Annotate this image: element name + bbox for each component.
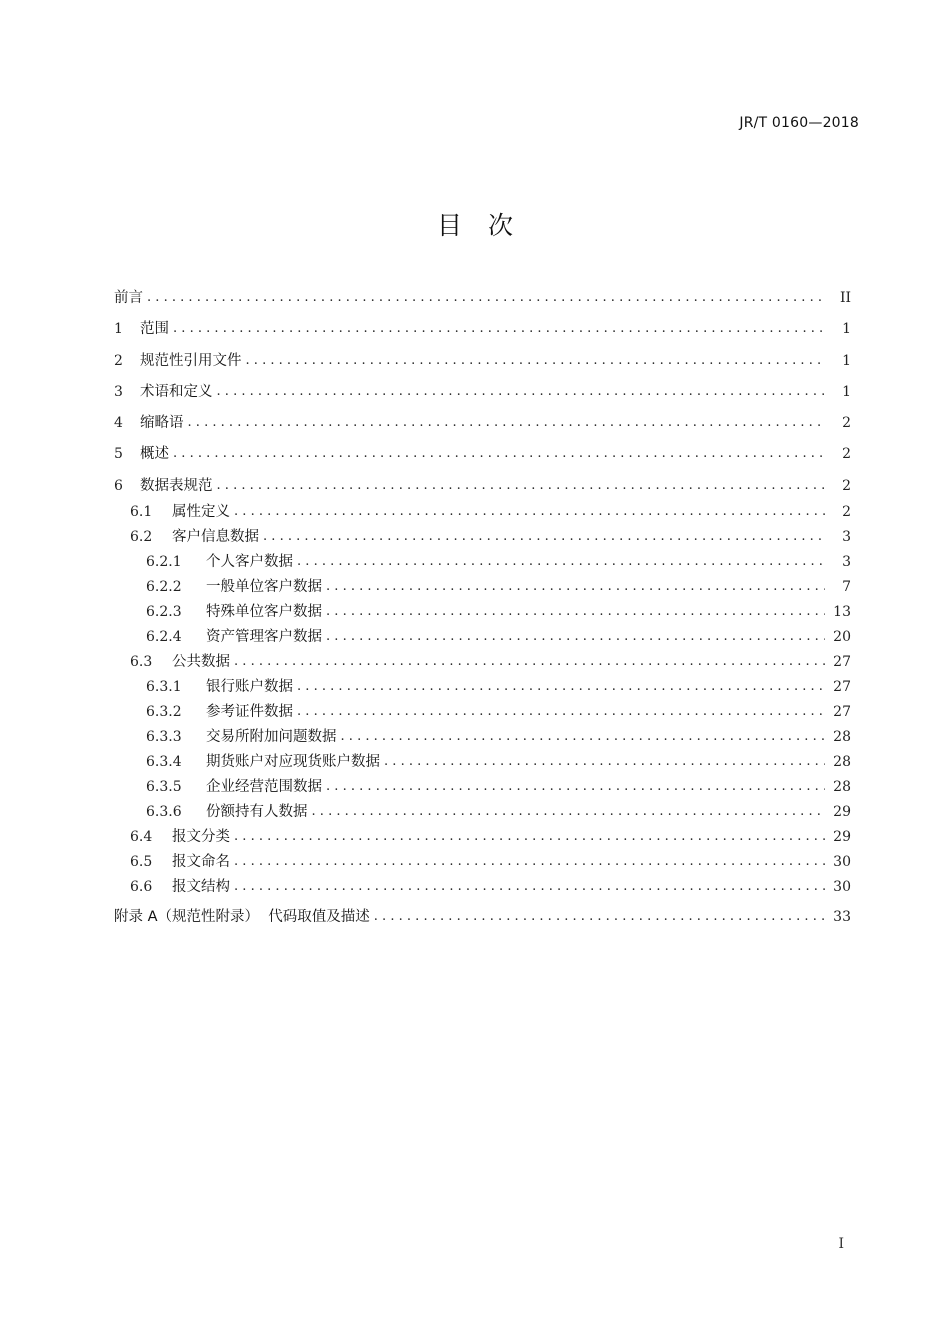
toc-page: 28 <box>833 779 851 796</box>
toc-label: 客户信息数据 <box>172 529 259 546</box>
toc-page: 28 <box>833 754 851 771</box>
toc-label: 公共数据 <box>172 654 230 671</box>
dot-leader <box>326 600 825 624</box>
toc-page: 28 <box>833 729 851 746</box>
toc-page: 1 <box>842 321 851 338</box>
toc-entry-6-3-5[interactable] <box>114 775 851 800</box>
toc-number: 2 <box>114 352 123 369</box>
toc-label: 个人客户数据 <box>206 554 293 571</box>
toc-number: 6.2 <box>130 529 153 546</box>
dot-leader <box>217 380 826 404</box>
title-char-2: 次 <box>488 211 514 240</box>
toc-entry-1[interactable] <box>114 317 851 348</box>
toc-label: 属性定义 <box>172 504 230 521</box>
toc-label: 范围 <box>140 321 169 338</box>
toc-label: 交易所附加问题数据 <box>206 729 337 746</box>
toc-page: 33 <box>833 909 851 926</box>
toc-page: 20 <box>833 629 851 646</box>
toc-page: 3 <box>842 554 851 571</box>
toc-entry-4[interactable] <box>114 411 851 442</box>
dot-leader <box>234 875 825 899</box>
toc-entry-2[interactable] <box>114 349 851 380</box>
toc-number: 3 <box>114 383 123 400</box>
dot-leader <box>234 850 825 874</box>
toc-label: 前言 <box>114 290 143 306</box>
dot-leader <box>297 550 825 574</box>
toc-entry-6-2-2[interactable] <box>114 575 851 600</box>
page-title <box>0 206 950 242</box>
toc-number: 6.5 <box>130 854 153 871</box>
toc-label: 缩略语 <box>140 415 184 432</box>
toc-entry-3[interactable] <box>114 380 851 411</box>
dot-leader <box>173 442 825 466</box>
toc-label: 一般单位客户数据 <box>206 579 322 596</box>
toc-label: 报文命名 <box>172 854 230 871</box>
toc-page: 27 <box>833 704 851 721</box>
toc-page: 3 <box>842 529 851 546</box>
toc-label: 数据表规范 <box>140 477 213 494</box>
toc-label: 银行账户数据 <box>206 679 293 696</box>
toc-entry-6-1[interactable] <box>114 500 851 525</box>
dot-leader <box>326 775 825 799</box>
toc-entry-6-2-3[interactable] <box>114 600 851 625</box>
toc-label: 附录 A（规范性附录） 代码取值及描述 <box>114 909 370 926</box>
toc-label: 资产管理客户数据 <box>206 629 322 646</box>
toc-number: 5 <box>114 446 123 463</box>
toc-entry-6-6[interactable] <box>114 875 851 900</box>
toc-entry-6-3[interactable] <box>114 650 851 675</box>
toc-page: 30 <box>833 879 851 896</box>
toc-page: 2 <box>842 477 851 494</box>
toc-entry-6-3-2[interactable] <box>114 700 851 725</box>
toc-page: 7 <box>842 579 851 596</box>
toc-number: 6.4 <box>130 829 153 846</box>
toc-entry-6-5[interactable] <box>114 850 851 875</box>
dot-leader <box>217 474 826 498</box>
toc-label: 参考证件数据 <box>206 704 293 721</box>
toc-number: 6.3.5 <box>146 779 182 796</box>
dot-leader <box>173 317 825 341</box>
toc-label: 概述 <box>140 446 169 463</box>
dot-leader <box>234 650 825 674</box>
toc-label: 术语和定义 <box>140 383 213 400</box>
toc-label: 规范性引用文件 <box>140 352 242 369</box>
toc-number: 6.3 <box>130 654 153 671</box>
toc-page: 13 <box>833 604 851 621</box>
toc-page: 27 <box>833 654 851 671</box>
toc-number: 4 <box>114 415 123 432</box>
dot-leader <box>234 825 825 849</box>
toc-page: 2 <box>842 446 851 463</box>
toc-number: 6.3.6 <box>146 804 182 821</box>
toc-entry-6-3-4[interactable] <box>114 750 851 775</box>
dot-leader <box>263 525 825 549</box>
toc-entry-6-2-4[interactable] <box>114 625 851 650</box>
dot-leader <box>312 800 826 824</box>
dot-leader <box>188 411 826 435</box>
toc-page: 27 <box>833 679 851 696</box>
toc-page: 2 <box>842 415 851 432</box>
dot-leader <box>341 725 826 749</box>
title-char-1: 目 <box>436 211 462 240</box>
toc-label: 特殊单位客户数据 <box>206 604 322 621</box>
toc-entry-6-2[interactable] <box>114 525 851 550</box>
toc-entry-6-3-6[interactable] <box>114 800 851 825</box>
toc-page: 1 <box>842 383 851 400</box>
dot-leader <box>234 500 825 524</box>
toc-label: 企业经营范围数据 <box>206 779 322 796</box>
dot-leader <box>246 349 826 373</box>
toc-number: 6.3.4 <box>146 754 182 771</box>
toc-entry-6-4[interactable] <box>114 825 851 850</box>
toc-number: 1 <box>114 321 123 338</box>
toc-number: 6.2.3 <box>146 604 182 621</box>
toc-number: 6.2.2 <box>146 579 182 596</box>
toc-entry-5[interactable] <box>114 442 851 473</box>
toc-label: 期货账户对应现货账户数据 <box>206 754 380 771</box>
toc-number: 6.3.2 <box>146 704 182 721</box>
toc-entry-6-2-1[interactable] <box>114 550 851 575</box>
toc-number: 6.6 <box>130 879 153 896</box>
toc-entry-6-3-1[interactable] <box>114 675 851 700</box>
toc-page: 29 <box>833 804 851 821</box>
toc-number: 6.2.1 <box>146 554 182 571</box>
toc-label: 报文结构 <box>172 879 230 896</box>
dot-leader <box>326 575 825 599</box>
dot-leader <box>374 905 825 929</box>
toc-page: 30 <box>833 854 851 871</box>
toc-number: 6.1 <box>130 504 153 521</box>
toc-number: 6.2.4 <box>146 629 182 646</box>
toc-entry-foreword[interactable] <box>114 286 851 317</box>
table-of-contents <box>114 286 851 936</box>
toc-number: 6.3.1 <box>146 679 182 696</box>
toc-number: 6.3.3 <box>146 729 182 746</box>
toc-page: 2 <box>842 504 851 521</box>
toc-entry-appendix-a[interactable] <box>114 905 851 936</box>
dot-leader <box>326 625 825 649</box>
toc-page: 1 <box>842 352 851 369</box>
toc-page: II <box>839 290 851 306</box>
toc-label: 报文分类 <box>172 829 230 846</box>
dot-leader <box>384 750 825 774</box>
toc-page: 29 <box>833 829 851 846</box>
dot-leader <box>297 675 825 699</box>
toc-entry-6-3-3[interactable] <box>114 725 851 750</box>
dot-leader <box>147 286 825 310</box>
standard-code: JR/T 0160—2018 <box>739 115 859 131</box>
dot-leader <box>297 700 825 724</box>
toc-number: 6 <box>114 477 123 494</box>
footer-page-number: I <box>838 1236 844 1252</box>
toc-label: 份额持有人数据 <box>206 804 308 821</box>
